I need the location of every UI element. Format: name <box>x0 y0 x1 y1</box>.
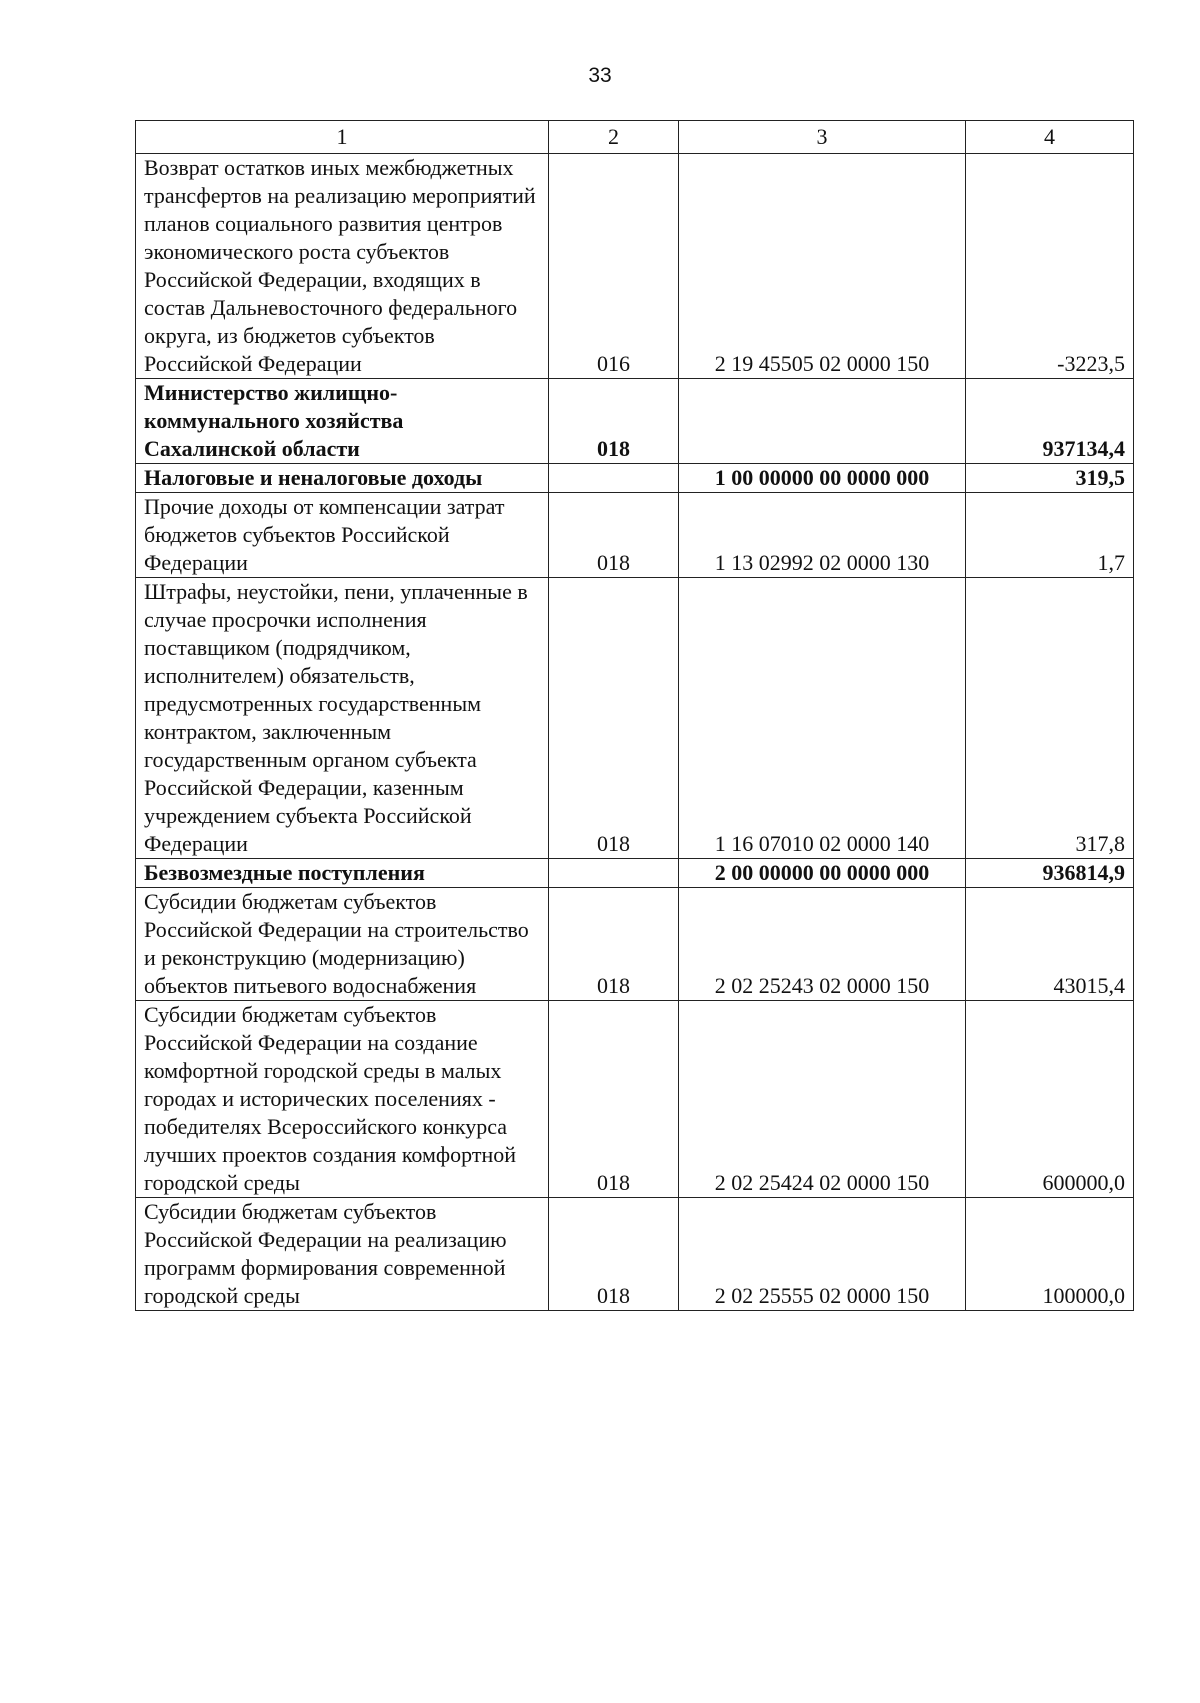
page-number: 33 <box>588 64 612 87</box>
row-budget-code-cell: 1 00 00000 00 0000 000 <box>679 464 966 493</box>
table-header-row <box>136 121 1134 154</box>
row-name-cell: Безвозмездные поступления <box>136 859 549 888</box>
header-cell-1: 1 <box>136 121 549 154</box>
row-admin-code-cell: 016 <box>549 154 679 379</box>
revenue-table <box>135 120 1134 1311</box>
table-row <box>136 1198 1134 1311</box>
row-admin-code-cell: 018 <box>549 493 679 578</box>
row-amount-cell: 600000,0 <box>966 1001 1134 1198</box>
header-cell-2: 2 <box>549 121 679 154</box>
row-name-cell: Министерство жилищно-коммунального хозяйства Сахалинской области <box>136 379 549 464</box>
row-name-cell: Возврат остатков иных межбюджетных трансфертов на реализацию мероприятий планов социального развития центров экономического роста субъектов Российской Федерации, входящих в состав Дальневосточного федерального округа, из бюджетов субъектов Российской Федерации <box>136 154 549 379</box>
header-cell-3: 3 <box>679 121 966 154</box>
row-name-cell: Прочие доходы от компенсации затрат бюджетов субъектов Российской Федерации <box>136 493 549 578</box>
row-admin-code-cell: 018 <box>549 888 679 1001</box>
row-admin-code-cell: 018 <box>549 1001 679 1198</box>
row-budget-code-cell <box>679 379 966 464</box>
row-name-cell: Субсидии бюджетам субъектов Российской Федерации на реализацию программ формирования современной городской среды <box>136 1198 549 1311</box>
row-budget-code-cell: 2 19 45505 02 0000 150 <box>679 154 966 379</box>
row-admin-code-cell: 018 <box>549 1198 679 1311</box>
table-body <box>136 121 1134 1311</box>
table-row <box>136 578 1134 859</box>
row-admin-code-cell <box>549 859 679 888</box>
table-row <box>136 493 1134 578</box>
row-budget-code-cell: 2 02 25555 02 0000 150 <box>679 1198 966 1311</box>
row-amount-cell: 937134,4 <box>966 379 1134 464</box>
row-name-cell: Штрафы, неустойки, пени, уплаченные в случае просрочки исполнения поставщиком (подрядчиком, исполнителем) обязательств, предусмотренных государственным контрактом, заключенным государственным органом субъекта Российской Федерации, казенным учреждением субъекта Российской Федерации <box>136 578 549 859</box>
row-amount-cell: 317,8 <box>966 578 1134 859</box>
row-admin-code-cell <box>549 464 679 493</box>
row-name-cell: Субсидии бюджетам субъектов Российской Федерации на строительство и реконструкцию (модернизацию) объектов питьевого водоснабжения <box>136 888 549 1001</box>
table-row <box>136 1001 1134 1198</box>
row-budget-code-cell: 2 00 00000 00 0000 000 <box>679 859 966 888</box>
row-budget-code-cell: 1 16 07010 02 0000 140 <box>679 578 966 859</box>
table-row <box>136 464 1134 493</box>
row-amount-cell: -3223,5 <box>966 154 1134 379</box>
row-name-cell: Субсидии бюджетам субъектов Российской Федерации на создание комфортной городской среды в малых городах и исторических поселениях - победителях Всероссийского конкурса лучших проектов создания комфортной городской среды <box>136 1001 549 1198</box>
row-amount-cell: 100000,0 <box>966 1198 1134 1311</box>
table-row <box>136 379 1134 464</box>
table-row <box>136 859 1134 888</box>
row-admin-code-cell: 018 <box>549 578 679 859</box>
row-amount-cell: 319,5 <box>966 464 1134 493</box>
row-amount-cell: 936814,9 <box>966 859 1134 888</box>
table-row <box>136 154 1134 379</box>
table-row <box>136 888 1134 1001</box>
row-budget-code-cell: 2 02 25243 02 0000 150 <box>679 888 966 1001</box>
header-cell-4: 4 <box>966 121 1134 154</box>
row-name-cell: Налоговые и неналоговые доходы <box>136 464 549 493</box>
row-amount-cell: 43015,4 <box>966 888 1134 1001</box>
row-budget-code-cell: 2 02 25424 02 0000 150 <box>679 1001 966 1198</box>
row-admin-code-cell: 018 <box>549 379 679 464</box>
row-budget-code-cell: 1 13 02992 02 0000 130 <box>679 493 966 578</box>
row-amount-cell: 1,7 <box>966 493 1134 578</box>
